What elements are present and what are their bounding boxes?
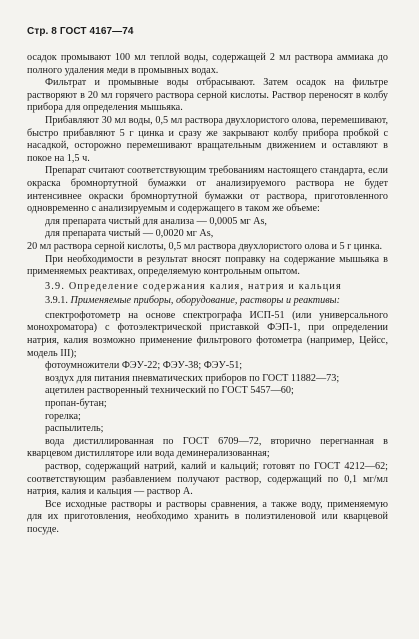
paragraph-5: 20 мл раствора серной кислоты, 0,5 мл раствора двухлористого олова и 5 г цинка.: [27, 240, 383, 252]
equipment-item-1: спектрофотометр на основе спектрографа ИСП-51 (или универсального монохроматора) с фотоэлектрической приставкой ФЭП-1, при определении натрия, калия возможно применение фильтрового фотометра (например, Цейсс, модель III);: [27, 309, 388, 359]
equipment-item-2: фотоумножители ФЭУ-22; ФЭУ-38; ФЭУ-51;: [45, 360, 243, 372]
subsection-3-9-1: [27, 295, 388, 308]
list-item-1: для препарата чистый для анализа — 0,0005 мг As,: [45, 215, 267, 227]
subsection-number: 3.9.1.: [45, 295, 68, 307]
subsection-title: Применяемые приборы, оборудование, растворы и реактивы:: [70, 295, 340, 307]
paragraph-1: осадок промывают 100 мл теплой воды, содержащей 2 мл раствора аммиака до полного удаления меди в промывных водах.: [27, 52, 388, 76]
standard-code: ГОСТ 4167—74: [59, 26, 134, 37]
equipment-item-4: ацетилен растворенный технический по ГОСТ 5457—60;: [45, 385, 294, 397]
page-number: Стр. 8: [27, 26, 57, 37]
equipment-item-8: вода дистиллированная по ГОСТ 6709—72, вторично перегнанная в кварцевом дистилляторе или вода деминерализованная;: [27, 435, 388, 460]
list-item-2: для препарата чистый — 0,0020 мг As,: [45, 228, 214, 240]
equipment-item-3: воздух для питания пневматических приборов по ГОСТ 11882—73;: [45, 372, 340, 384]
equipment-item-7: распылитель;: [45, 423, 104, 435]
paragraph-7: Все исходные растворы и растворы сравнения, а также воду, применяемую для их приготовления, необходимо хранить в полиэтиленовой или кварцевой посуде.: [27, 498, 388, 535]
paragraph-2: Фильтрат и промывные воды отбрасывают. Затем осадок на фильтре растворяют в 20 мл горячего раствора серной кислоты. Раствор переносят в колбу прибора для определения мышьяка.: [27, 77, 388, 114]
equipment-item-6: горелка;: [45, 410, 81, 422]
paragraph-4: Препарат считают соответствующим требованиям настоящего стандарта, если окраска бромнортутной бумажки от анализируемого раствора не будет интенсивнее окраски бромнортутной бумажки от раствора, приготовленного одновременно с анализируемым и содержащего в таком же объеме:: [27, 165, 388, 215]
section-heading-3-9: 3.9. Определение содержания калия, натрия и кальция: [45, 280, 342, 292]
equipment-item-9: раствор, содержащий натрий, калий и кальций; готовят по ГОСТ 4212—62; соответствующим разбавлением получают раствор, содержащий по 0,1 мг/мл натрия, калия и кальция — раствор А.: [27, 461, 388, 498]
equipment-item-5: пропан-бутан;: [45, 398, 107, 410]
page-header: [27, 26, 388, 37]
paragraph-6: При необходимости в результат вносят поправку на содержание мышьяка в применяемых реактивах, определяемую контрольным опытом.: [27, 253, 388, 278]
paragraph-3: Прибавляют 30 мл воды, 0,5 мл раствора двухлористого олова, перемешивают, быстро прибавляют 5 г цинка и сразу же закрывают колбу прибора пробкой с насадкой, осторожно перемешивают вращательным движением и оставляют в покое на 1,5 ч.: [27, 114, 388, 164]
